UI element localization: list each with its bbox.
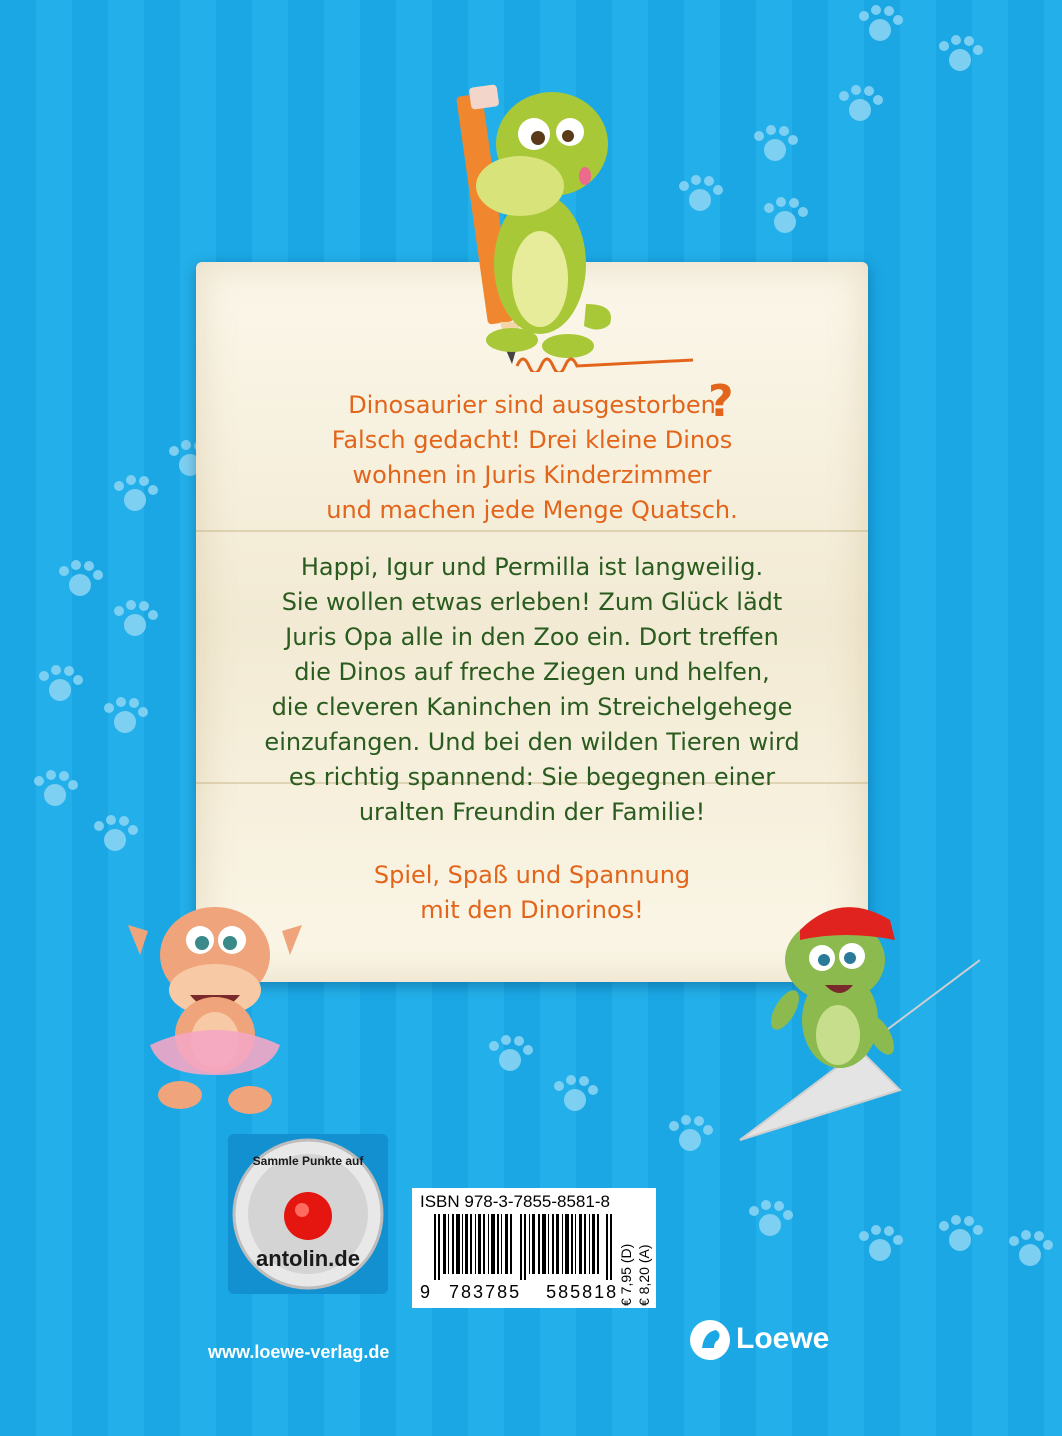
barcode-digit-group-2: 585818 (546, 1282, 619, 1302)
price-austria: € 8,20 (A) (636, 1244, 652, 1306)
teaser-line-4: und machen jede Menge Quatsch. (326, 496, 738, 524)
blurb-line: uralten Freundin der Familie! (358, 798, 706, 826)
teaser-line-2: Falsch gedacht! Drei kleine Dinos (331, 426, 733, 454)
antolin-top-text: Sammle Punkte auf (252, 1154, 364, 1168)
barcode-digit-first: 9 (420, 1282, 433, 1302)
green-dino-on-paper-plane-illustration (730, 900, 980, 1145)
teaser-line-3: wohnen in Juris Kinderzimmer (352, 461, 712, 489)
blurb-line: Sie wollen etwas erleben! Zum Glück lädt (281, 588, 783, 616)
antolin-site-text: antolin.de (256, 1246, 360, 1271)
isbn-text: ISBN 978-3-7855-8581-8 (420, 1192, 610, 1211)
price-germany: € 7,95 (D) (618, 1243, 634, 1306)
blurb-line: Juris Opa alle in den Zoo ein. Dort treffen (285, 623, 779, 651)
blurb-line: Happi, Igur und Permilla ist langweilig. (300, 553, 764, 581)
antolin-badge-panel (228, 1134, 388, 1294)
blurb-line: die Dinos auf freche Ziegen und helfen, (294, 658, 770, 686)
pink-dino-ballerina-illustration (120, 895, 310, 1125)
tagline-line-1: Spiel, Spaß und Spannung (373, 861, 691, 889)
scribble-line (515, 348, 695, 372)
tagline-line-2: mit den Dinorinos! (420, 896, 644, 924)
blurb-line: die cleveren Kaninchen im Streichelgehege (271, 693, 793, 721)
blurb-line: es richtig spannend: Sie begegnen einer (288, 763, 776, 791)
publisher-logo-text: Loewe (736, 1322, 830, 1355)
question-mark: ? (708, 376, 734, 427)
barcode (434, 1214, 614, 1280)
teaser-line-1: Dinosaurier sind ausgestorben (348, 391, 716, 419)
green-dino-with-pencil-illustration (420, 64, 620, 374)
barcode-digit-group-1: 783785 (449, 1282, 522, 1302)
blurb-line: einzufangen. Und bei den wilden Tieren wird (264, 728, 800, 756)
website-url: www.loewe-verlag.de (208, 1342, 390, 1362)
barcode-digits (420, 1282, 618, 1303)
loewe-lion-logo-icon (688, 1318, 732, 1362)
